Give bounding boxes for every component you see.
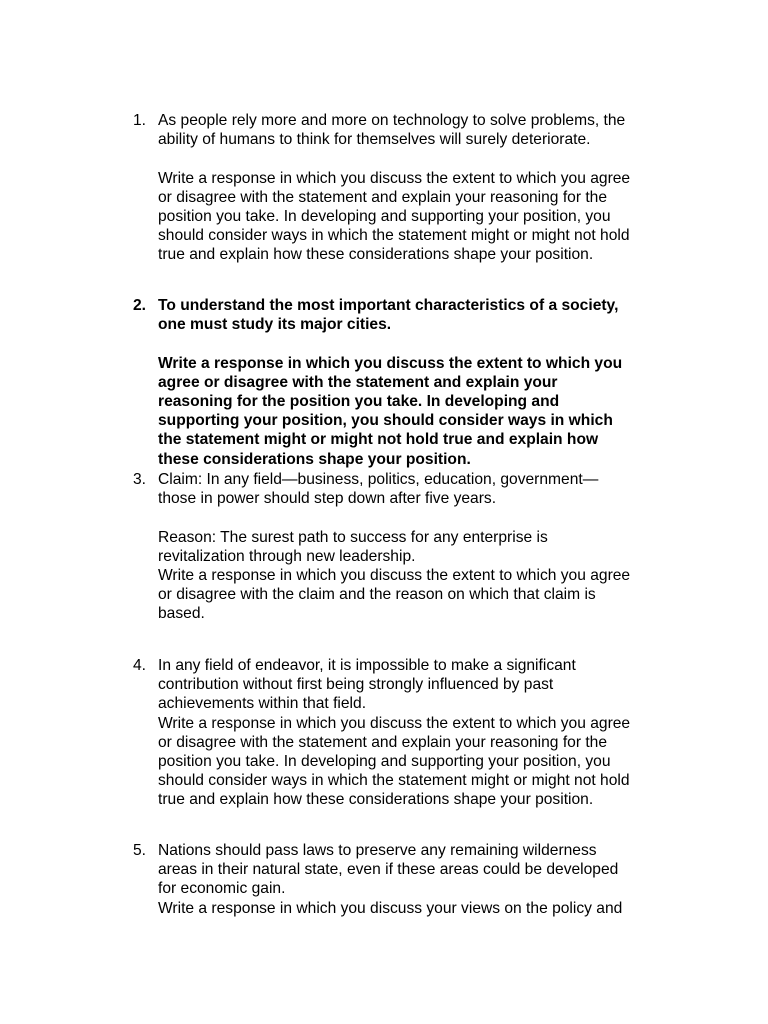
text-line: Write a response in which you discuss the extent to which you agree	[158, 567, 631, 584]
paragraph-gap	[158, 508, 663, 527]
item-number: 2.	[133, 297, 147, 314]
item-body	[158, 111, 663, 265]
text-line: these considerations shape your position.	[158, 450, 471, 468]
text-line: Write a response in which you discuss the extent to which you	[158, 354, 623, 372]
text-line: position you take. In developing and supporting your position, you	[158, 753, 611, 771]
text-line: or disagree with the claim and the reason on which that claim is	[158, 586, 596, 604]
text-line: areas in their natural state, even if these areas could be developed	[158, 861, 619, 879]
text-line: supporting your position, you should consider ways in which	[158, 412, 613, 430]
text-line: reasoning for the position you take. In developing and	[158, 393, 560, 410]
text-line: In any field of endeavor, it is impossible to make a significant	[158, 657, 576, 674]
text-line: or disagree with the statement and explain your reasoning for the	[158, 188, 608, 206]
text-line: Reason: The surest path to success for any enterprise is	[158, 528, 548, 546]
text-line: Write a response in which you discuss the extent to which you agree	[158, 714, 631, 732]
text-line: contribution without first being strongly influenced by past	[158, 676, 554, 694]
item-number: 1.	[133, 112, 147, 129]
text-line: Claim: In any field—business, politics, education, government—	[158, 471, 599, 488]
item-number: 3.	[133, 471, 147, 488]
text-line: true and explain how these considerations shape your position.	[158, 791, 594, 809]
text-line: one must study its major cities.	[158, 316, 392, 334]
text-line: To understand the most important characteristics of a society,	[158, 297, 619, 314]
item-body	[158, 470, 663, 624]
text-line: true and explain how these considerations shape your position.	[158, 246, 594, 264]
text-line: or disagree with the statement and explain your reasoning for the	[158, 733, 608, 751]
text-line: should consider ways in which the statement might or might not hold	[158, 227, 630, 245]
paragraph-gap	[158, 149, 663, 168]
text-line: achievements within that field.	[158, 695, 367, 713]
item-body	[158, 296, 663, 469]
text-line: Write a response in which you discuss your views on the policy and	[158, 899, 623, 917]
item-number: 4.	[133, 657, 147, 674]
text-line: position you take. In developing and supporting your position, you	[158, 208, 611, 225]
text-line: revitalization through new leadership.	[158, 547, 416, 565]
text-line: should consider ways in which the statement might or might not hold	[158, 772, 630, 790]
text-line: agree or disagree with the statement and explain your	[158, 373, 558, 391]
item-number: 5.	[133, 842, 147, 859]
text-line: ability of humans to think for themselves will surely deteriorate.	[158, 131, 591, 149]
paragraph-gap	[158, 334, 663, 353]
text-line: As people rely more and more on technology to solve problems, the	[158, 112, 626, 129]
text-line: for economic gain.	[158, 880, 286, 898]
text-line: the statement might or might not hold true and explain how	[158, 431, 599, 449]
text-line: those in power should step down after five years.	[158, 490, 497, 508]
text-line: Nations should pass laws to preserve any remaining wilderness	[158, 842, 597, 859]
item-body	[158, 656, 663, 810]
text-line: Write a response in which you discuss the extent to which you agree	[158, 169, 631, 187]
text-line: based.	[158, 605, 205, 623]
item-body	[158, 841, 663, 918]
